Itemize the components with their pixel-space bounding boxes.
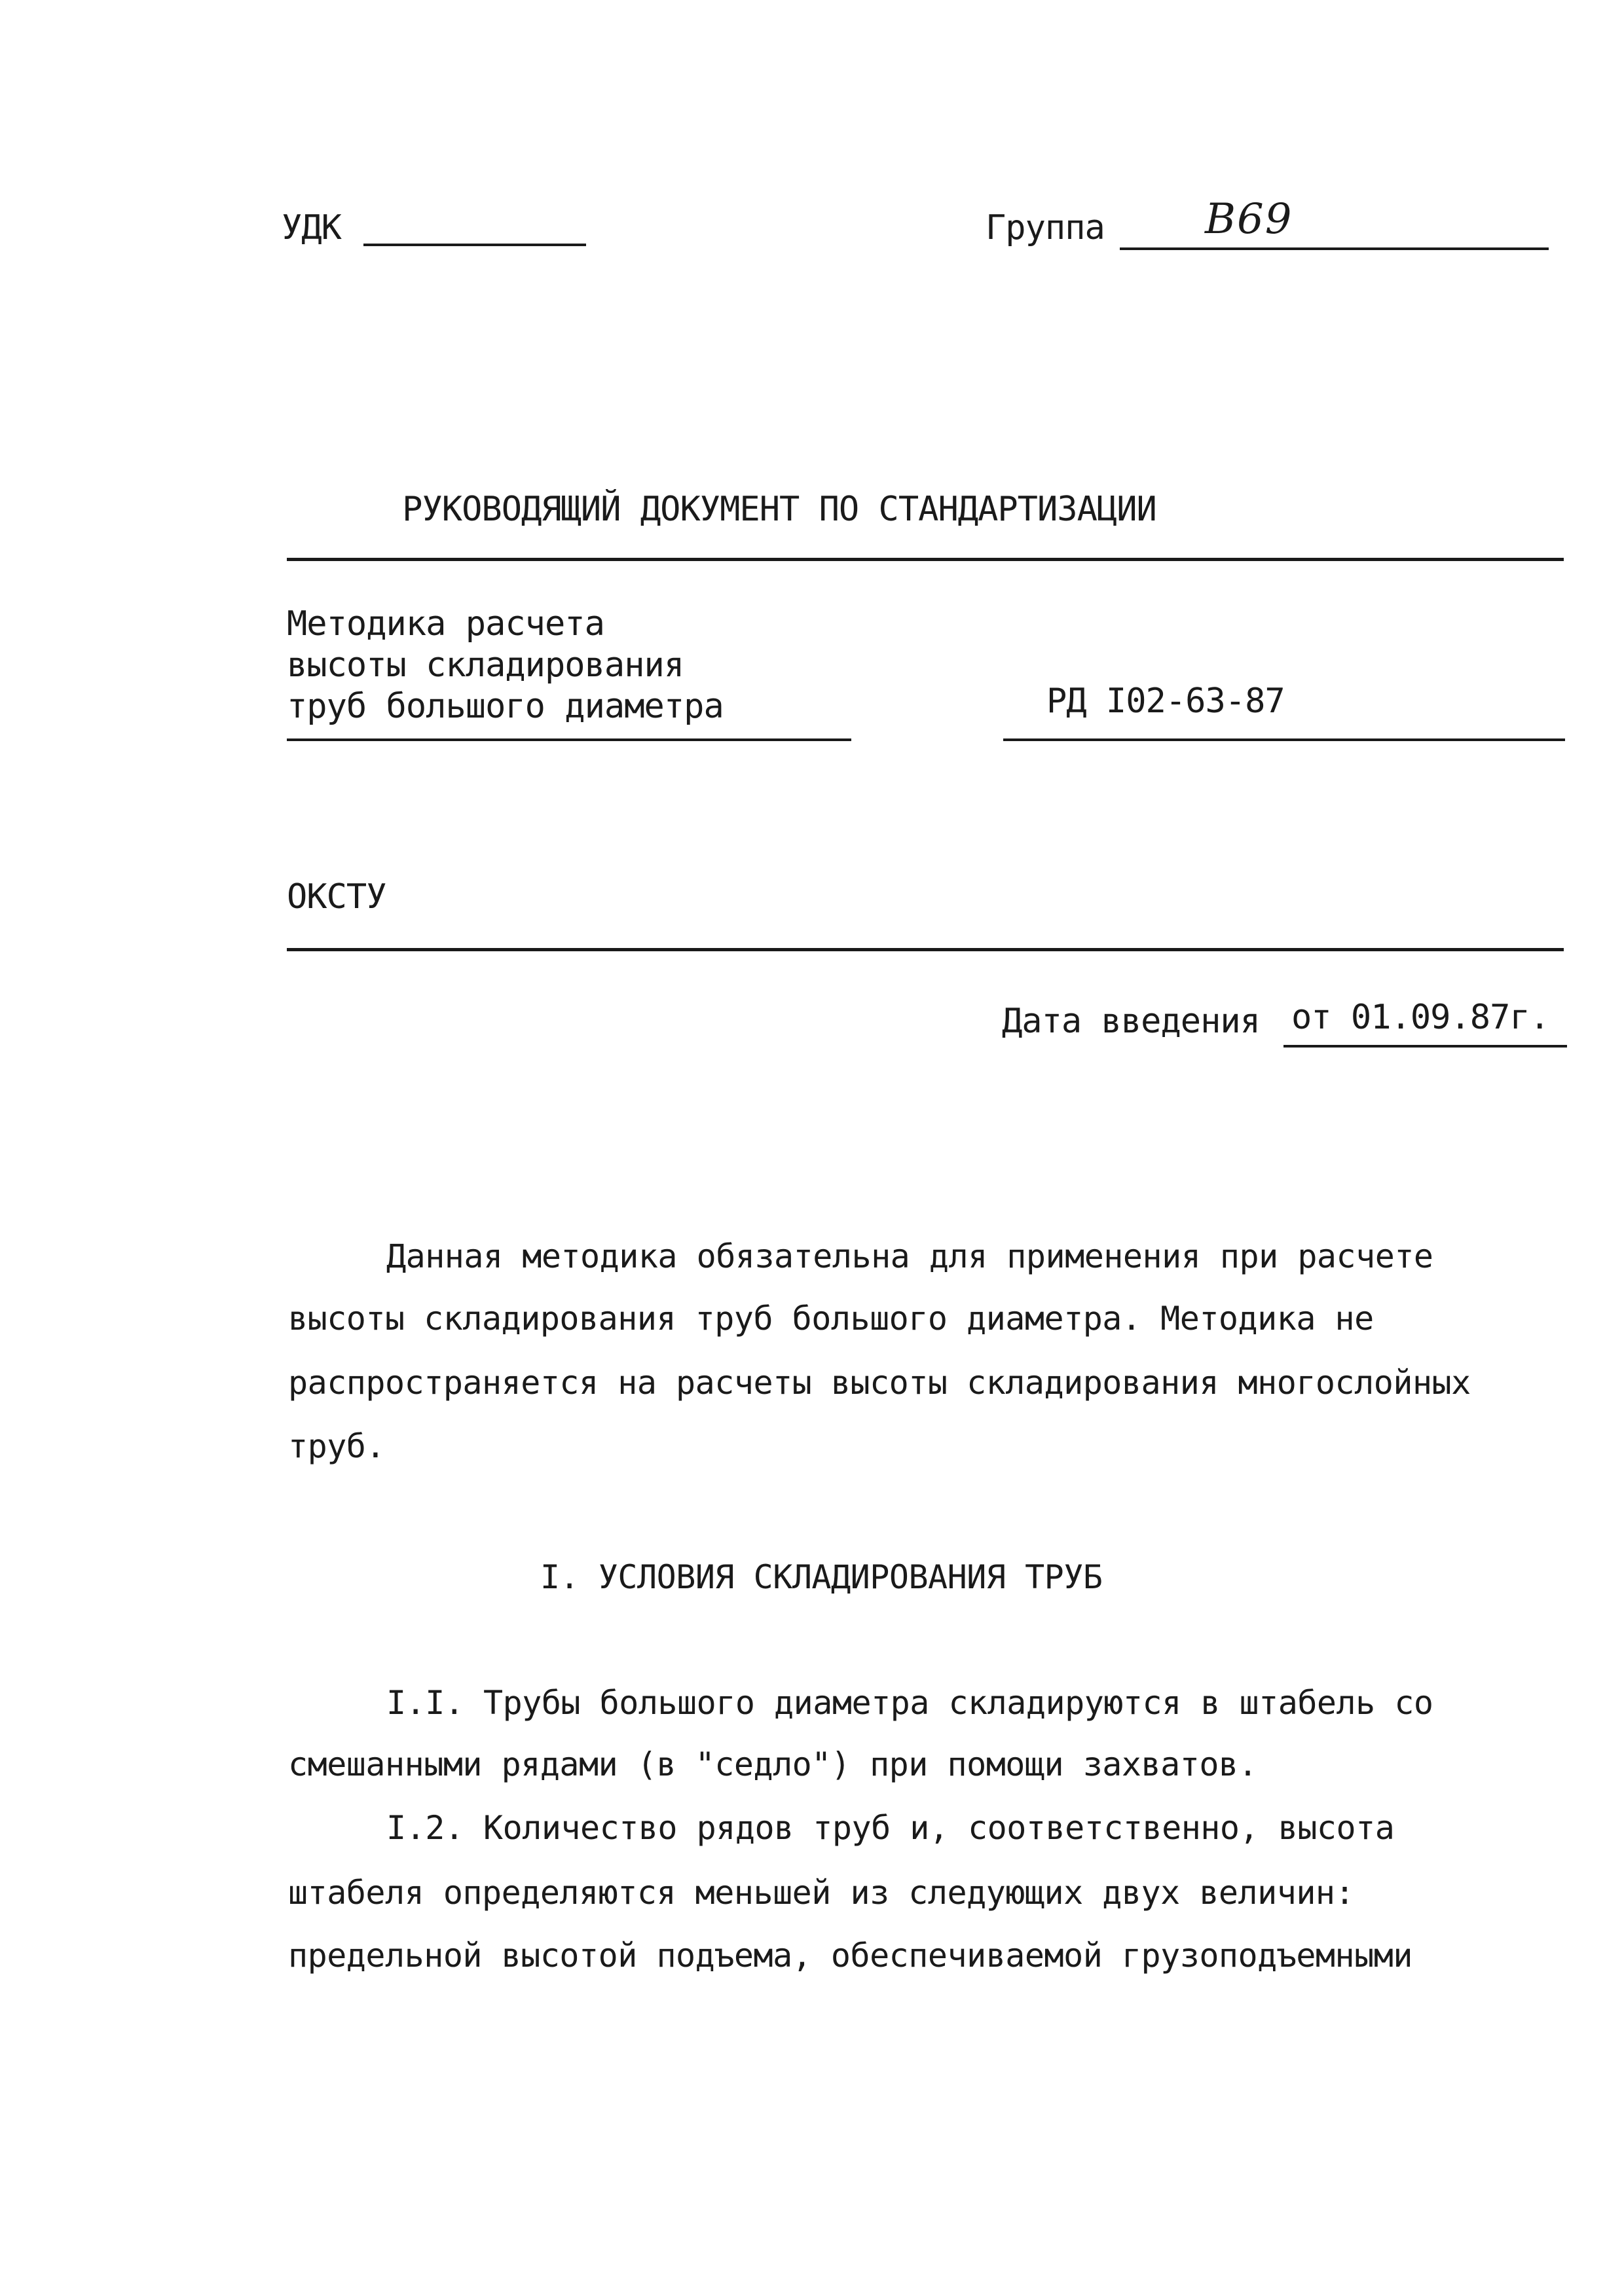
udk-label: УДК — [282, 208, 341, 247]
para-1-2-line-2: штабеля определяются меньшей из следующих двух величин: — [288, 1874, 1355, 1912]
subject-line-2: высоты складирования — [287, 646, 684, 685]
subject-line-3: труб большого диаметра — [287, 687, 724, 726]
para-1-1-line-2: смешанными рядами (в "седло") при помощи захватов. — [288, 1745, 1258, 1783]
okstu-label: ОКСТУ — [287, 877, 386, 917]
intro-line-3: распространяется на расчеты высоты складирования многослойных — [288, 1364, 1471, 1402]
subject-rule — [287, 738, 851, 741]
document-type-title: РУКОВОДЯЩИЙ ДОКУМЕНТ ПО СТАНДАРТИЗАЦИИ — [402, 490, 1156, 529]
date-underline — [1283, 1045, 1567, 1048]
section-heading: I. УСЛОВИЯ СКЛАДИРОВАНИЯ ТРУБ — [540, 1558, 1103, 1596]
okstu-rule — [287, 948, 1564, 951]
title-rule — [287, 558, 1564, 561]
udk-underline — [363, 244, 586, 246]
para-1-2-line-3: предельной высотой подъема, обеспечиваемой грузоподъемными — [288, 1937, 1412, 1975]
group-label: Группа — [986, 208, 1105, 247]
code-rule — [1003, 738, 1565, 741]
para-1-2-line-1: I.2. Количество рядов труб и, соответственно, высота — [386, 1809, 1395, 1847]
intro-line-4: труб. — [288, 1427, 386, 1465]
group-value-handwritten: В69 — [1205, 195, 1293, 244]
intro-line-1: Данная методика обязательна для применения при расчете — [386, 1237, 1433, 1275]
date-label: Дата введения — [1002, 1002, 1260, 1041]
document-code: РД I02-63-87 — [1046, 682, 1285, 721]
date-value: от 01.09.87г. — [1291, 998, 1549, 1037]
para-1-1-line-1: I.I. Трубы большого диаметра складируются в штабель со — [386, 1684, 1433, 1722]
intro-line-2: высоты складирования труб большого диаметра. Методика не — [288, 1300, 1374, 1338]
group-underline — [1120, 247, 1549, 250]
subject-line-1: Методика расчета — [287, 604, 604, 644]
